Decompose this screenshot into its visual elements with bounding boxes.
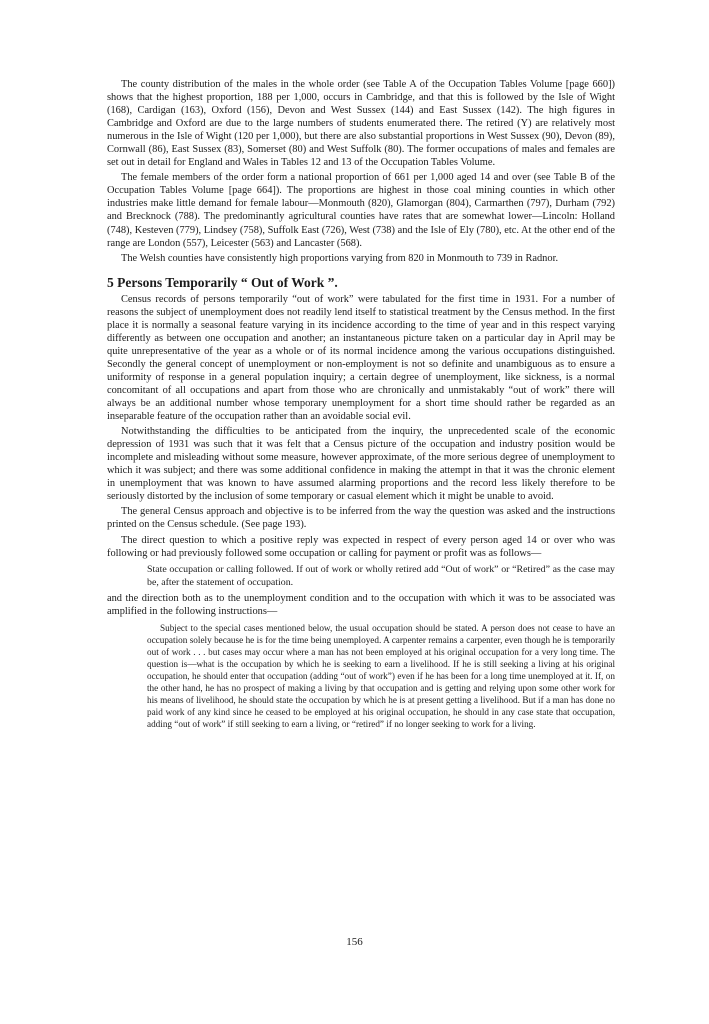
paragraph-census-records: Census records of persons temporarily “out of work” were tabulated for the first time in 1931. For a number of reasons the subject of unemployment does not readily lend itself to statistical treatment by the Census method. In the first place it is normally a seasonal feature varying in its incidence according to the time of year and in this respect varying differently as between one occupation and another; an instantaneous picture taken on a particular day in April may be quite unrepresentative of the year as a whole or of its normal incidence among the various occupations distinguished. Secondly the general concept of unemployment or non-employment is not so definite and unambiguous as to ensure a uniformity of response in a general population inquiry; a certain degree of unemployment, like sickness, is a normal concomitant of all occupations and apart from those who are chronically and unmistakably “out of work” there will always be an additional number whose temporary unemployment for a short time should rather be regarded as an inseparable feature of the occupation rather than an avoidable social evil. (107, 293, 615, 423)
quote-detailed-instructions: Subject to the special cases mentioned below, the usual occupation should be stated. A person does not cease to have an occupation solely because he is for the time being unemployed. A carpenter remains a carpenter, even though he is temporarily out of work . . . but cases may occur where a man has not been employed at his original occupation for a very long time. The question is—what is the occupation by which he is seeking to earn a livelihood. If he is still seeking a living at his original occupation, he should enter that occupation (adding “out of work”) even if he has been for a long time unemployed at it. If, on the other hand, he has no prospect of making a living by that occupation and is getting and relying upon some other work for his means of livelihood, he should state the occupation by which he is at present getting a livelihood. But if a man has done no paid work of any kind since he ceased to be employed at his original occupation, he should in any case state that occupation, adding “out of work” if still seeking to earn a living, or “retired” if no longer seeking to work for a living. (147, 622, 615, 730)
paragraph-welsh-counties: The Welsh counties have consistently high proportions varying from 820 in Monmouth to 739 in Radnor. (121, 252, 559, 264)
paragraph-males-distribution: The county distribution of the males in the whole order (see Table A of the Occupation Tables Volume [page 660]) shows that the highest proportion, 188 per 1,000, occurs in Cambridge, and that this is followed by the Isle of Wight (168), Cardigan (163), Oxford (156), Devon and West Sussex (144) and East Sussex (142). The high figures in Cambridge and Oxford are due to the large numbers of students enumerated there. The retired (Y) are relatively most numerous in the Isle of Wight (120 per 1,000), but there are also substantial proportions in West Sussex (90), Devon (89), Cornwall (86), East Sussex (83), Somerset (80) and West Suffolk (80). The former occupations of males and females are set out in detail for England and Wales in Tables 12 and 13 of the Occupation Tables Volume. (107, 79, 615, 169)
paragraph-notwithstanding: Notwithstanding the difficulties to be anticipated from the inquiry, the unprecedented scale of the economic depression of 1931 was such that it was felt that a Census picture of the occupation and industry position would be incomplete and misleading without some measure, however approximate, of the more serious degree of unemployment to which it was subject; and there was some additional confidence in making the attempt in that it was the chronic element in unemployment that was known to have assumed alarming proportions and the record less likely therefore to be seriously distorted by the inclusion of some temporary or casual element which it might be unable to avoid. (107, 426, 615, 503)
quote-occupation-instruction: State occupation or calling followed. If out of work or wholly retired add “Out of work” or “Retired” as the case may be, after the statement of occupation. (147, 563, 615, 588)
page-body (107, 78, 615, 731)
paragraph-female-members: The female members of the order form a national proportion of 661 per 1,000 aged 14 and over (see Table B of the Occupation Tables Volume [page 664]). The proportions are highest in those coal mining counties in which other industries make little demand for female labour—Monmouth (820), Glamorgan (804), Carmarthen (797), Durham (792) and Brecknock (788). The predominantly agricultural counties have rates that are somewhat lower—Lincoln: Holland (748), Kesteven (779), Lindsey (758), Suffolk East (726), West (738) and the Isle of Ely (780), etc. At the other end of the range are London (557), Leicester (563) and Lancaster (568). (107, 172, 615, 249)
paragraph-census-approach: The general Census approach and objective is to be inferred from the way the question was asked and the instructions printed on the Census schedule. (See page 193). (107, 506, 615, 531)
paragraph-direct-question: The direct question to which a positive reply was expected in respect of every person aged 14 or over who was following or had previously followed some occupation or calling for payment or profit was as follows— (107, 534, 615, 559)
page-number: 156 (346, 936, 363, 948)
section-heading: 5 Persons Temporarily “ Out of Work ”. (107, 274, 338, 290)
paragraph-continuation: and the direction both as to the unemployment condition and to the occupation with which it was to be associated was amplified in the following instructions— (107, 592, 615, 617)
